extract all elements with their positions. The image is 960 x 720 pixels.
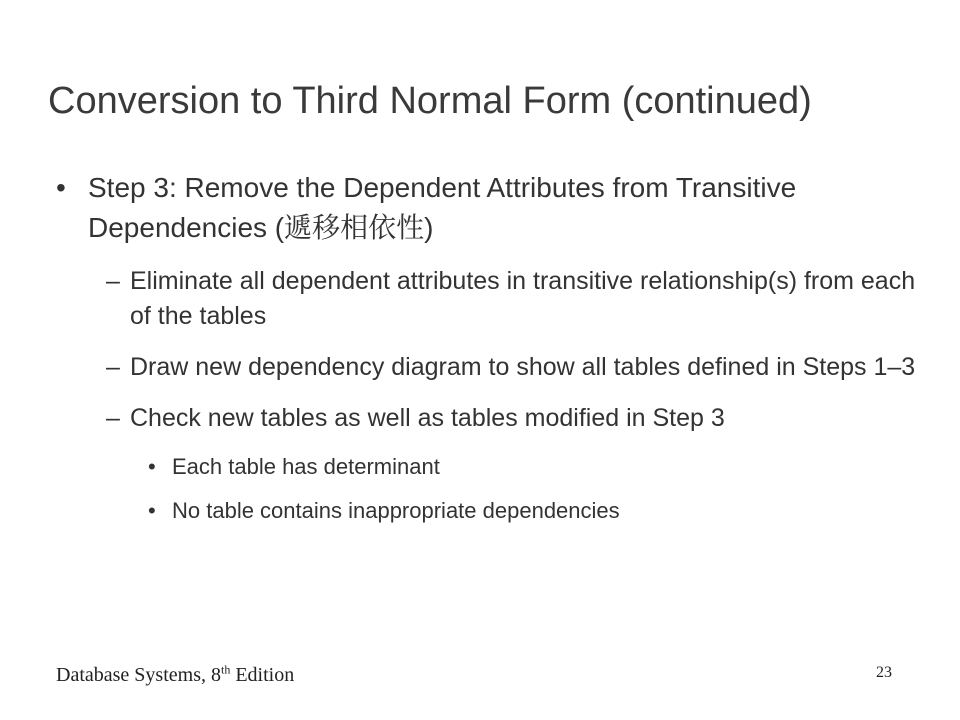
footer-book-title [56, 664, 294, 687]
bullet-icon: • [148, 498, 156, 523]
sub-bullet-point [56, 401, 916, 436]
page-number: 23 [876, 664, 892, 681]
sub-sub-bullet-point [56, 496, 916, 526]
sub-bullet-text: Draw new dependency diagram to show all tables defined in Steps 1–3 [130, 353, 916, 381]
sub-bullet-point [56, 350, 916, 385]
slide-title: Conversion to Third Normal Form (continued) [48, 80, 812, 122]
sub-sub-bullet-point [56, 452, 916, 482]
sub-bullet-text: Eliminate all dependent attributes in transitive relationship(s) from each of the tables [130, 267, 916, 330]
bullet-text: Step 3: Remove the Dependent Attributes from Transitive Dependencies (遞移相依性) [88, 172, 797, 243]
bullet-point [56, 168, 916, 248]
bullet-icon: • [148, 454, 156, 479]
dash-icon: – [106, 353, 120, 381]
sub-sub-bullet-text: No table contains inappropriate dependencies [172, 498, 620, 523]
book-title-prefix: Database Systems, 8 [56, 664, 221, 686]
sub-bullet-text: Check new tables as well as tables modified in Step 3 [130, 404, 725, 432]
sub-sub-bullet-text: Each table has determinant [172, 454, 440, 479]
sub-bullet-point [56, 264, 916, 334]
edition-superscript: th [220, 662, 231, 677]
slide-content [56, 168, 916, 540]
book-title-suffix: Edition [230, 664, 295, 686]
bullet-icon: • [56, 172, 66, 203]
dash-icon: – [106, 267, 120, 295]
dash-icon: – [106, 404, 120, 432]
